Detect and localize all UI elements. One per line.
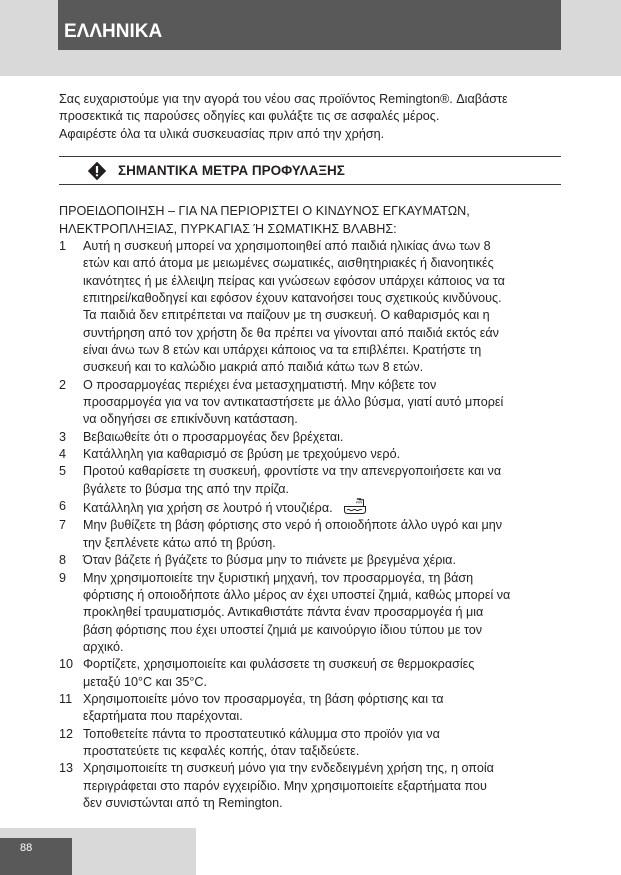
safety-heading-text: ΣΗΜΑΝΤΙΚΑ ΜΕΤΡΑ ΠΡΟΦΥΛΑΞΗΣ [118, 163, 345, 178]
language-title: ΕΛΛΗΝΙΚΑ [64, 21, 163, 42]
safety-item-4 [59, 446, 569, 463]
item-line: μεταξύ 10°C και 35°C. [83, 674, 207, 689]
item-number: 4 [59, 447, 67, 462]
item-line: Προτού καθαρίσετε τη συσκευή, φροντίστε να την απενεργοποιήσετε και να [83, 464, 502, 479]
intro-line: προσεκτικά τις παρούσες οδηγίες και φυλάξτε τις σε ασφαλές μέρος. [59, 109, 440, 124]
item-line-with-icon [83, 498, 569, 517]
item-text [83, 570, 569, 657]
intro-line: Σας ευχαριστούμε για την αγορά του νέου σας προϊόντος Remington®. Διαβάστε [59, 92, 508, 106]
item-line: προσαρμογέα για να τον αντικαταστήσετε με άλλο βύσμα, γιατί αυτό μπορεί [83, 395, 504, 410]
intro-line: Αφαιρέστε όλα τα υλικά συσκευασίας πριν από την χρήση. [59, 126, 385, 141]
item-line: φόρτισης ή οποιοδήποτε άλλο μέρος αν έχει υποστεί ζημιά, καθώς μπορεί να [83, 587, 511, 602]
safety-item-3 [59, 429, 569, 446]
item-line: Μην χρησιμοποιείτε την ξυριστική μηχανή, τον προσαρμογέα, τη βάση [83, 570, 474, 585]
item-text [83, 498, 569, 517]
safety-item-1 [59, 238, 569, 377]
item-text [83, 377, 569, 429]
heading-rule-top [59, 156, 561, 157]
item-number: 3 [59, 429, 67, 444]
item-text [83, 429, 569, 446]
warning-diamond-icon [88, 162, 106, 180]
safety-item-2 [59, 377, 569, 429]
item-line: Χρησιμοποιείτε τη συσκευή μόνο για την ενδεδειγμένη χρήση της, η οποία [83, 761, 494, 776]
item-number: 7 [59, 518, 67, 533]
warning-line: ΠΡΟΕΙΔΟΠΟΙΗΣΗ – ΓΙΑ ΝΑ ΠΕΡΙΟΡΙΣΤΕΙ Ο ΚΙΝΔΥΝΟΣ ΕΓΚΑΥΜΑΤΩΝ, [59, 204, 470, 219]
item-line: Τα παιδιά δεν επιτρέπεται να παίζουν με τη συσκευή. Ο καθαρισμός και η [83, 308, 490, 323]
item-line: Αυτή η συσκευή μπορεί να χρησιμοποιηθεί από παιδιά ηλικίας άνω των 8 [83, 238, 491, 253]
safety-item-13 [59, 760, 569, 812]
item-line: είναι άνω των 8 ετών και υπάρχει κάποιος να τα επιβλέπει. Κρατήστε τη [83, 343, 482, 358]
item-number: 11 [59, 691, 73, 706]
item-text [83, 760, 569, 812]
item-number: 8 [59, 553, 67, 568]
item-line: εξαρτήματα που παρέχονται. [83, 709, 243, 724]
item-line: συντήρηση από τον χρήστη δε θα πρέπει να γίνονται από παιδιά εκτός εάν [83, 325, 499, 340]
item-line: Φορτίζετε, χρησιμοποιείτε και φυλάσσετε τη συσκευή σε θερμοκρασίες [83, 657, 475, 672]
item-text [83, 517, 569, 552]
safety-item-9 [59, 570, 569, 657]
item-line: Κατάλληλη για χρήση σε λουτρό ή ντουζιέρα. [83, 501, 333, 516]
item-line: Ο προσαρμογέας περιέχει ένα μετασχηματιστή. Μην κόβετε τον [83, 377, 437, 392]
item-line: Κατάλληλη για καθαρισμό σε βρύση με τρεχούμενο νερό. [83, 447, 401, 462]
bath-shower-icon [343, 498, 367, 515]
item-text [83, 656, 569, 691]
safety-heading [59, 160, 561, 182]
item-line: την ξεπλένετε κάτω από τη βρύση. [83, 535, 276, 550]
item-number: 6 [59, 499, 67, 514]
safety-item-10 [59, 656, 569, 691]
item-line: προστατεύετε τις κεφαλές κοπής, όταν ταξιδεύετε. [83, 743, 360, 758]
item-number: 12 [59, 726, 74, 741]
item-number: 1 [59, 238, 67, 253]
item-line: αρχικό. [83, 639, 124, 654]
item-line: να οδηγήσει σε επικίνδυνη κατάσταση. [83, 412, 298, 427]
safety-item-7 [59, 517, 569, 552]
item-line: Βεβαιωθείτε ότι ο προσαρμογέας δεν βρέχεται. [83, 429, 344, 444]
item-line: Χρησιμοποιείτε μόνο τον προσαρμογέα, τη βάση φόρτισης και τα [83, 691, 444, 706]
item-text [83, 691, 569, 726]
item-line: ικανότητες ή με έλλειψη πείρας και γνώσεων εφόσον υπάρχει κάποιος να τα [83, 273, 505, 288]
warning-line: ΗΛΕΚΤΡΟΠΛΗΞΙΑΣ, ΠΥΡΚΑΓΙΑΣ Ή ΣΩΜΑΤΙΚΗΣ ΒΛΑΒΗΣ: [59, 221, 397, 236]
item-text [83, 463, 569, 498]
item-line: Όταν βάζετε ή βγάζετε το βύσμα μην το πιάνετε με βρεγμένα χέρια. [83, 553, 456, 568]
item-line: Τοποθετείτε πάντα το προστατευτικό κάλυμμα στο προϊόν για να [83, 726, 440, 741]
header-band [0, 0, 621, 76]
page-number: 88 [20, 842, 33, 854]
item-line: προκληθεί τραυματισμός. Αντικαθιστάτε πάντα έναν προσαρμογέα ή μια [83, 605, 484, 620]
item-line: Μην βυθίζετε τη βάση φόρτισης στο νερό ή οποιοδήποτε άλλο υγρό και μην [83, 518, 503, 533]
safety-item-6 [59, 498, 569, 517]
item-number: 5 [59, 464, 67, 479]
intro-paragraph [59, 91, 569, 143]
item-line: επιτηρεί/καθοδηγεί και εφόσον έχουν κατανοήσει τους σχετικούς κινδύνους. [83, 291, 502, 306]
safety-item-5 [59, 463, 569, 498]
heading-rule-bottom [59, 184, 561, 185]
item-text [83, 726, 569, 761]
item-text [83, 552, 569, 569]
item-text [83, 446, 569, 463]
item-number: 9 [59, 570, 67, 585]
safety-item-12 [59, 726, 569, 761]
item-line: συσκευή και το καλώδιο μακριά από παιδιά κάτω των 8 ετών. [83, 360, 424, 375]
item-line: περιγράφεται στο παρόν εγχειρίδιο. Μην χρησιμοποιείτε εξαρτήματα που [83, 778, 487, 793]
safety-item-8 [59, 552, 569, 569]
item-text [83, 238, 569, 377]
item-line: δεν συνιστώνται από τη Remington. [83, 795, 283, 810]
item-number: 10 [59, 657, 74, 672]
item-number: 2 [59, 377, 67, 392]
page-number-box [0, 838, 72, 875]
item-line: βάση φόρτισης που έχει υποστεί ζημιά με καινούργιο ίδιου τύπου με τον [83, 622, 483, 637]
safety-content [59, 203, 569, 812]
safety-item-11 [59, 691, 569, 726]
item-number: 13 [59, 761, 74, 776]
item-line: βγάλετε το βύσμα της από την πρίζα. [83, 481, 289, 496]
item-line: ετών και από άτομα με μειωμένες σωματικές, αισθητηριακές ή διανοητικές [83, 256, 494, 271]
language-title-box [58, 0, 561, 50]
